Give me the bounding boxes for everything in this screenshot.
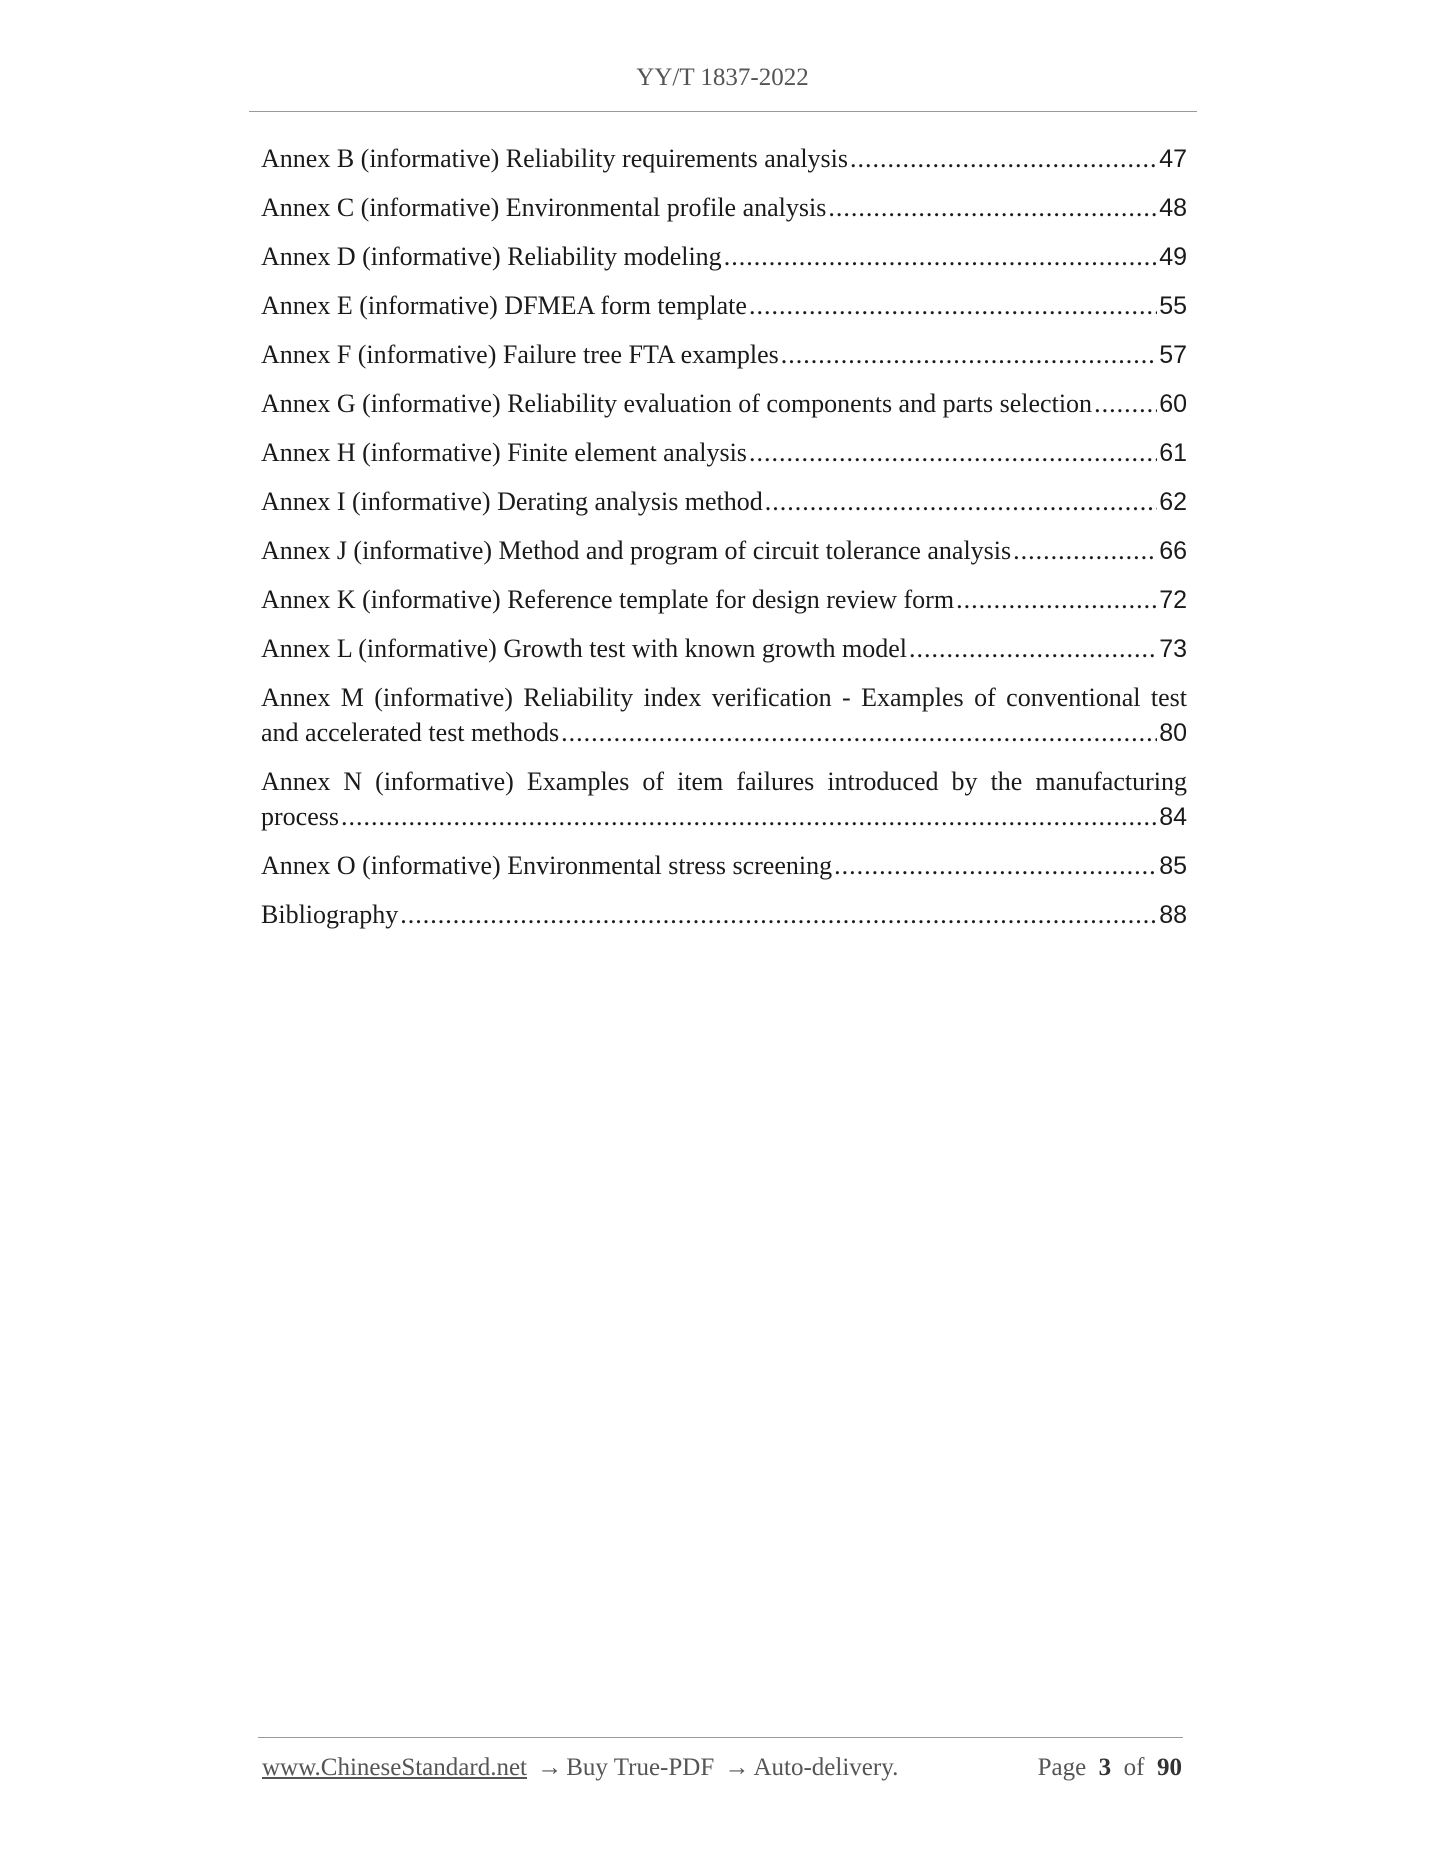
page-current: 3 [1098, 1754, 1112, 1781]
footer-divider [258, 1737, 1183, 1738]
toc-entry-page: 80 [1159, 719, 1187, 747]
dot-leader [749, 288, 1157, 323]
dot-leader [834, 848, 1157, 883]
toc-entry-title: Bibliography [261, 900, 399, 929]
toc-entry-annex-h[interactable] [261, 435, 1187, 471]
toc-entry-title: Annex E (informative) DFMEA form template [261, 291, 747, 320]
toc-entry-page: 57 [1159, 341, 1187, 369]
toc-entry-title-line2: process [261, 802, 339, 831]
dot-leader [909, 631, 1157, 666]
toc-entry-annex-j[interactable] [261, 533, 1187, 569]
toc-entry-page: 61 [1159, 439, 1187, 467]
toc-entry-title-line2: and accelerated test methods [261, 718, 560, 747]
toc-entry-page: 62 [1159, 488, 1187, 516]
toc-entry-title: Annex K (informative) Reference template for design review form [261, 585, 955, 614]
of-label: of [1123, 1754, 1145, 1781]
dot-leader [341, 799, 1157, 834]
toc-entry-page: 72 [1159, 586, 1187, 614]
auto-delivery-text: Auto-delivery. [753, 1754, 899, 1781]
toc-entry-page: 55 [1159, 292, 1187, 320]
toc-entry-bibliography[interactable] [261, 897, 1187, 933]
dot-leader [828, 190, 1157, 225]
toc-entry-annex-b[interactable] [261, 141, 1187, 177]
toc-entry-page: 66 [1159, 537, 1187, 565]
toc-entry-title: Annex J (informative) Method and program of circuit tolerance analysis [261, 536, 1012, 565]
dot-leader [956, 582, 1157, 617]
page-number [1038, 1754, 1182, 1782]
header-divider [249, 111, 1197, 112]
toc-entry-annex-m[interactable] [261, 680, 1187, 751]
toc-entry-annex-c[interactable] [261, 190, 1187, 226]
page-label: Page [1037, 1754, 1087, 1781]
dot-leader [765, 484, 1157, 519]
arrow-right-icon: → [537, 1754, 563, 1781]
dot-leader [1094, 386, 1157, 421]
footer-promo [262, 1754, 898, 1782]
toc-entry-title: Annex D (informative) Reliability modeling [261, 242, 722, 271]
toc-entry-annex-i[interactable] [261, 484, 1187, 520]
toc-entry-title: Annex O (informative) Environmental stress screening [261, 851, 833, 880]
toc-entry-title: Annex I (informative) Derating analysis method [261, 487, 763, 516]
toc-entry-title: Annex L (informative) Growth test with known growth model [261, 634, 908, 663]
toc-entry-title: Annex C (informative) Environmental profile analysis [261, 193, 827, 222]
toc-entry-annex-k[interactable] [261, 582, 1187, 618]
toc-entry-title-line1: Annex M (informative) Reliability index verification - Examples of conventional test [261, 683, 1187, 712]
toc-entry-title: Annex B (informative) Reliability requirements analysis [261, 144, 849, 173]
toc-entry-annex-d[interactable] [261, 239, 1187, 275]
dot-leader [749, 435, 1157, 470]
dot-leader [850, 141, 1157, 176]
arrow-right-icon: → [724, 1754, 750, 1781]
toc-entry-page: 85 [1159, 852, 1187, 880]
toc-entry-annex-l[interactable] [261, 631, 1187, 667]
toc-entry-page: 48 [1159, 194, 1187, 222]
toc-entry-annex-f[interactable] [261, 337, 1187, 373]
dot-leader [561, 715, 1157, 750]
toc-entry-title: Annex H (informative) Finite element analysis [261, 438, 747, 467]
toc-entry-annex-g[interactable] [261, 386, 1187, 422]
page-total: 90 [1157, 1754, 1182, 1781]
toc-entry-page: 49 [1159, 243, 1187, 271]
dot-leader [781, 337, 1157, 372]
toc-entry-annex-o[interactable] [261, 848, 1187, 884]
toc-entry-page: 88 [1159, 901, 1187, 929]
toc-entry-page: 60 [1159, 390, 1187, 418]
toc-entry-title: Annex G (informative) Reliability evaluation of components and parts selection [261, 389, 1093, 418]
toc-entry-title: Annex F (informative) Failure tree FTA examples [261, 340, 779, 369]
dot-leader [1013, 533, 1157, 568]
buy-true-pdf-text: Buy True-PDF [566, 1754, 715, 1781]
toc-entry-page: 84 [1159, 803, 1187, 831]
toc-entry-title-line1: Annex N (informative) Examples of item failures introduced by the manufacturing [261, 767, 1187, 796]
toc-entry-page: 73 [1159, 635, 1187, 663]
running-header: YY/T 1837-2022 [636, 64, 809, 91]
toc-entry-page: 47 [1159, 145, 1187, 173]
website-link[interactable]: www.ChineseStandard.net [262, 1754, 527, 1781]
toc-entry-annex-e[interactable] [261, 288, 1187, 324]
dot-leader [400, 897, 1157, 932]
dot-leader [724, 239, 1158, 274]
table-of-contents [261, 141, 1187, 946]
toc-entry-annex-n[interactable] [261, 764, 1187, 835]
